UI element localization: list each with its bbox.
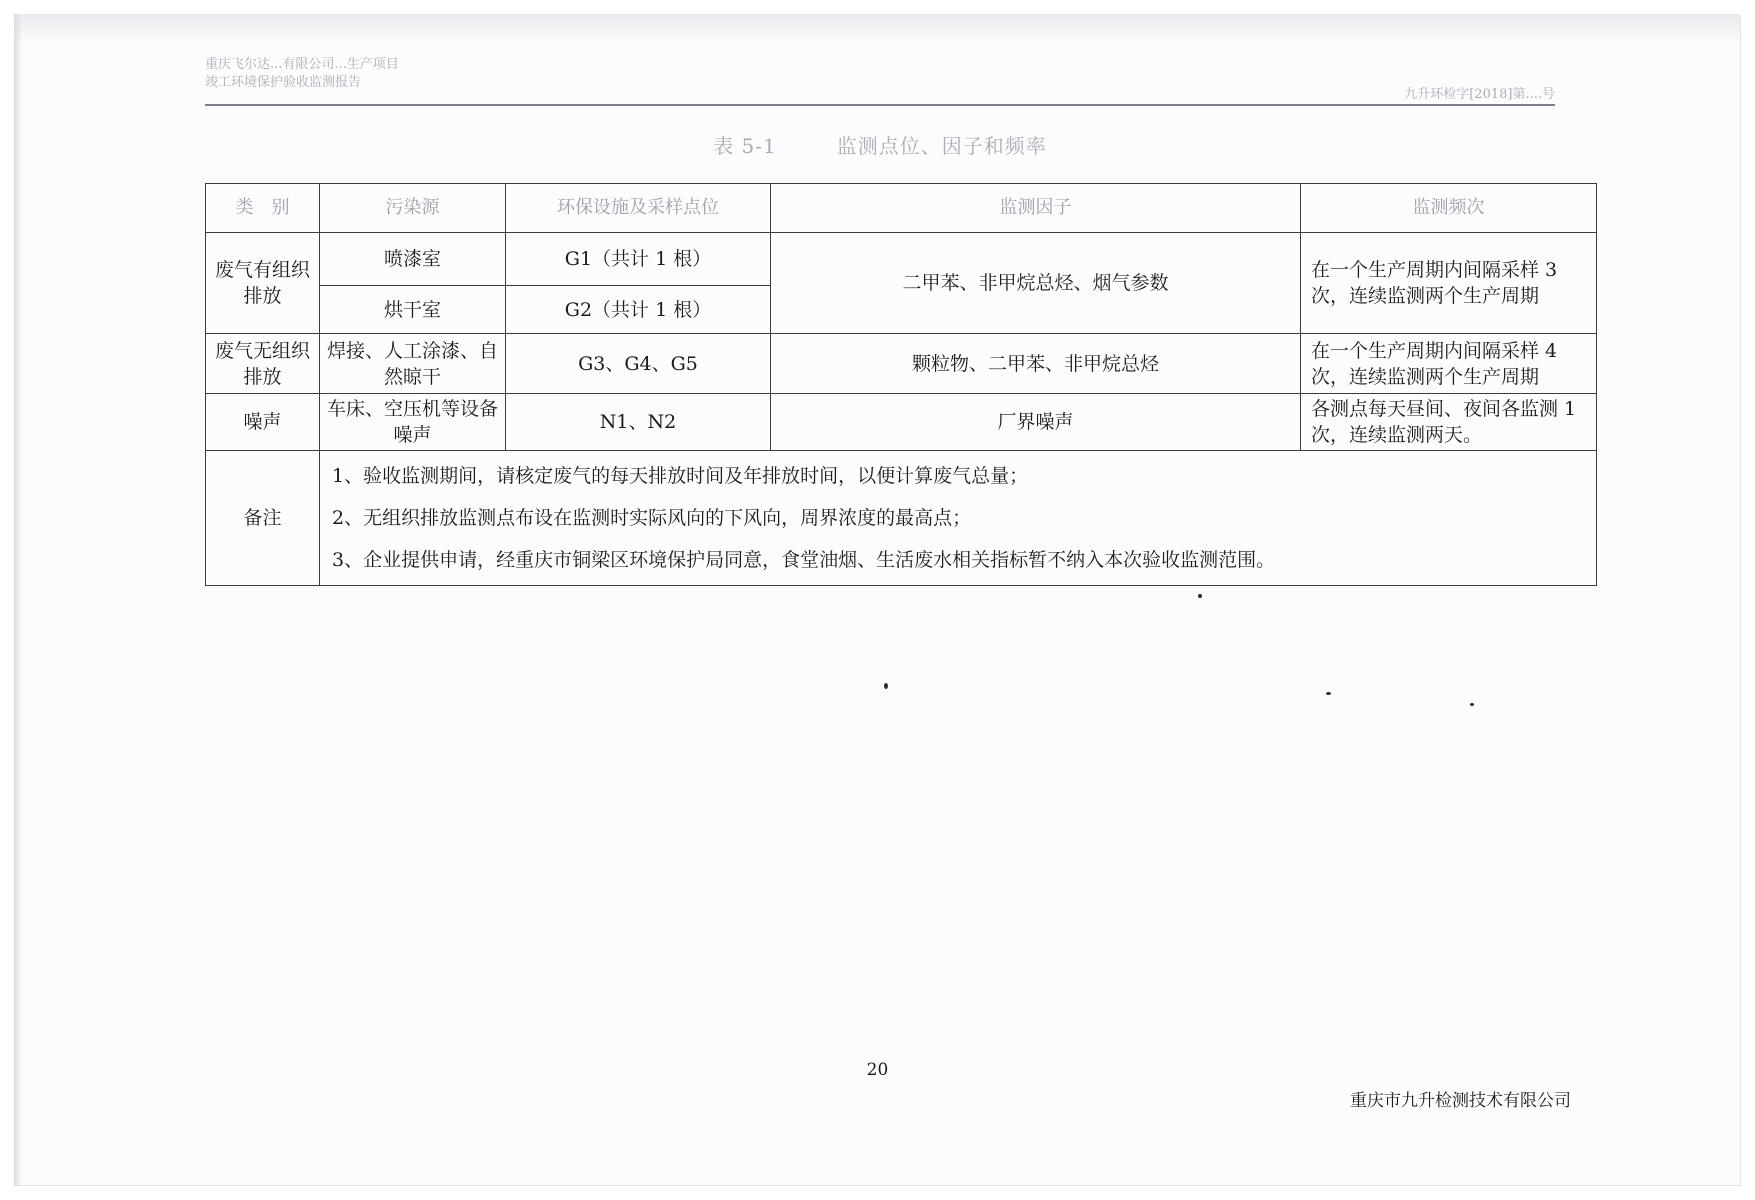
header-left xyxy=(205,56,399,92)
remarks-row xyxy=(206,451,1597,586)
cell-point: G3、G4、G5 xyxy=(506,334,771,394)
scan-shadow-top xyxy=(14,14,1741,44)
cell-factor: 厂界噪声 xyxy=(771,394,1301,451)
table-header-row xyxy=(206,184,1597,233)
cell-source: 焊接、人工涂漆、自然晾干 xyxy=(320,334,506,394)
cell-frequency: 各测点每天昼间、夜间各监测 1 次，连续监测两天。 xyxy=(1301,394,1597,451)
table-row xyxy=(206,233,1597,286)
cell-category: 废气有组织排放 xyxy=(206,233,320,334)
cell-frequency: 在一个生产周期内间隔采样 4 次，连续监测两个生产周期 xyxy=(1301,334,1597,394)
cell-point: G1（共计 1 根） xyxy=(506,233,771,286)
header-report-name: 竣工环境保护验收监测报告 xyxy=(205,75,362,90)
cell-factor: 二甲苯、非甲烷总烃、烟气参数 xyxy=(771,233,1301,334)
cell-frequency: 在一个生产周期内间隔采样 3 次，连续监测两个生产周期 xyxy=(1301,233,1597,334)
header-category: 类 别 xyxy=(206,184,320,233)
header-point: 环保设施及采样点位 xyxy=(506,184,771,233)
cell-source: 喷漆室 xyxy=(320,233,506,286)
scan-shadow-left xyxy=(14,14,22,1186)
remark-item: 3、企业提供申请，经重庆市铜梁区环境保护局同意，食堂油烟、生活废水相关指标暂不纳入本次验收监测范围。 xyxy=(332,549,1276,571)
cell-source: 车床、空压机等设备噪声 xyxy=(320,394,506,451)
page-number: 20 xyxy=(866,1060,889,1080)
remarks-content xyxy=(320,451,1597,586)
header-project-name: 重庆飞尔达...有限公司...生产项目 xyxy=(205,57,399,72)
header-rule xyxy=(205,104,1555,106)
table-row xyxy=(206,394,1597,451)
footer-company: 重庆市九升检测技术有限公司 xyxy=(1350,1091,1571,1111)
table-row xyxy=(206,334,1597,394)
cell-point: G2（共计 1 根） xyxy=(506,286,771,334)
cell-point: N1、N2 xyxy=(506,394,771,451)
remark-item: 2、无组织排放监测点布设在监测时实际风向的下风向，周界浓度的最高点； xyxy=(332,507,972,529)
table-number: 表 5-1 xyxy=(713,134,777,158)
header-frequency: 监测频次 xyxy=(1301,184,1597,233)
cell-category: 废气无组织排放 xyxy=(206,334,320,394)
scan-speck xyxy=(1326,692,1331,695)
table-caption xyxy=(205,130,1555,159)
header-source: 污染源 xyxy=(320,184,506,233)
table-name: 监测点位、因子和频率 xyxy=(836,134,1047,158)
cell-category: 噪声 xyxy=(206,394,320,451)
scan-speck xyxy=(1470,703,1474,706)
scan-speck xyxy=(884,683,888,689)
header-factor: 监测因子 xyxy=(771,184,1301,233)
scan-speck xyxy=(1198,594,1202,598)
cell-factor: 颗粒物、二甲苯、非甲烷总烃 xyxy=(771,334,1301,394)
remarks-label: 备注 xyxy=(206,451,320,586)
monitoring-table xyxy=(205,183,1597,586)
cell-source: 烘干室 xyxy=(320,286,506,334)
header-report-number: 九升环检字[2018]第....号 xyxy=(1404,87,1555,102)
remark-item: 1、验收监测期间，请核定废气的每天排放时间及年排放时间，以便计算废气总量； xyxy=(332,465,1029,487)
